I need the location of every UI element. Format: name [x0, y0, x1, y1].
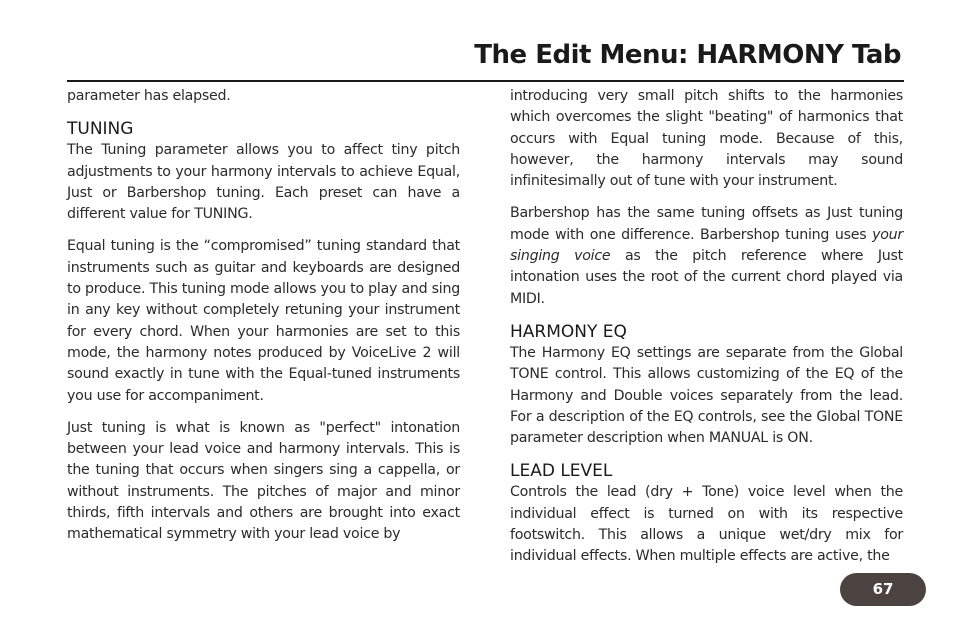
- left-column: [67, 86, 460, 557]
- barbershop-emphasis: your singing voice: [510, 226, 903, 265]
- barbershop-paragraph: [510, 203, 903, 309]
- harmony-eq-heading: HARMONY EQ: [510, 321, 627, 342]
- tuning-paragraph: The Tuning parameter allows you to affect tiny pitch adjustments to your harmony intervals to achieve Equal, Just or Barbershop tuning. Each preset can have a different value for TUNING.: [67, 142, 460, 223]
- intro-paragraph: parameter has elapsed.: [67, 88, 231, 104]
- page-number-badge: 67: [840, 573, 926, 606]
- barbershop-text-a: Barbershop has the same tuning offsets as Just tuning mode with one difference. Barbershop tuning uses: [510, 205, 903, 243]
- equal-tuning-paragraph: Equal tuning is the “compromised” tuning standard that instruments such as guitar and keyboards are designed to produce. This tuning mode allows you to play and sing in any key without completely retuning your instrument for every chord. When your harmonies are set to this mode, the harmony notes produced by VoiceLive 2 will sound exactly in tune with the Equal-tuned instruments you use for accompaniment.: [67, 238, 460, 404]
- page-title: The Edit Menu: HARMONY Tab: [474, 40, 901, 70]
- harmony-eq-paragraph: The Harmony EQ settings are separate from the Global TONE control. This allows customizing of the EQ of the Harmony and Double voices separately from the lead. For a description of the EQ controls, see the Global TONE parameter description when MANUAL is ON.: [510, 344, 903, 447]
- barbershop-text-b: as the pitch reference where Just intonation uses the root of the current chord played via MIDI.: [510, 248, 903, 307]
- tuning-heading: TUNING: [67, 119, 134, 140]
- right-column: [510, 86, 903, 579]
- header-rule: [67, 80, 904, 82]
- lead-level-heading: LEAD LEVEL: [510, 461, 613, 482]
- lead-level-paragraph: Controls the lead (dry + Tone) voice level when the individual effect is turned on with its respective footswitch. This allows a unique wet/dry mix for individual effects. When multiple effects are active, the: [510, 484, 903, 565]
- just-tuning-paragraph: Just tuning is what is known as "perfect" intonation between your lead voice and harmony intervals. This is the tuning that occurs when singers sing a cappella, or without instruments. The pitches of major and minor thirds, fifth intervals and others are brought into exact mathematical symmetry with your lead voice by: [67, 419, 460, 543]
- just-tuning-continued-paragraph: introducing very small pitch shifts to the harmonies which overcomes the slight "beating" of harmonics that occurs with Equal tuning mode. Because of this, however, the harmony intervals may sound infinitesimally out of tune with your instrument.: [510, 88, 903, 190]
